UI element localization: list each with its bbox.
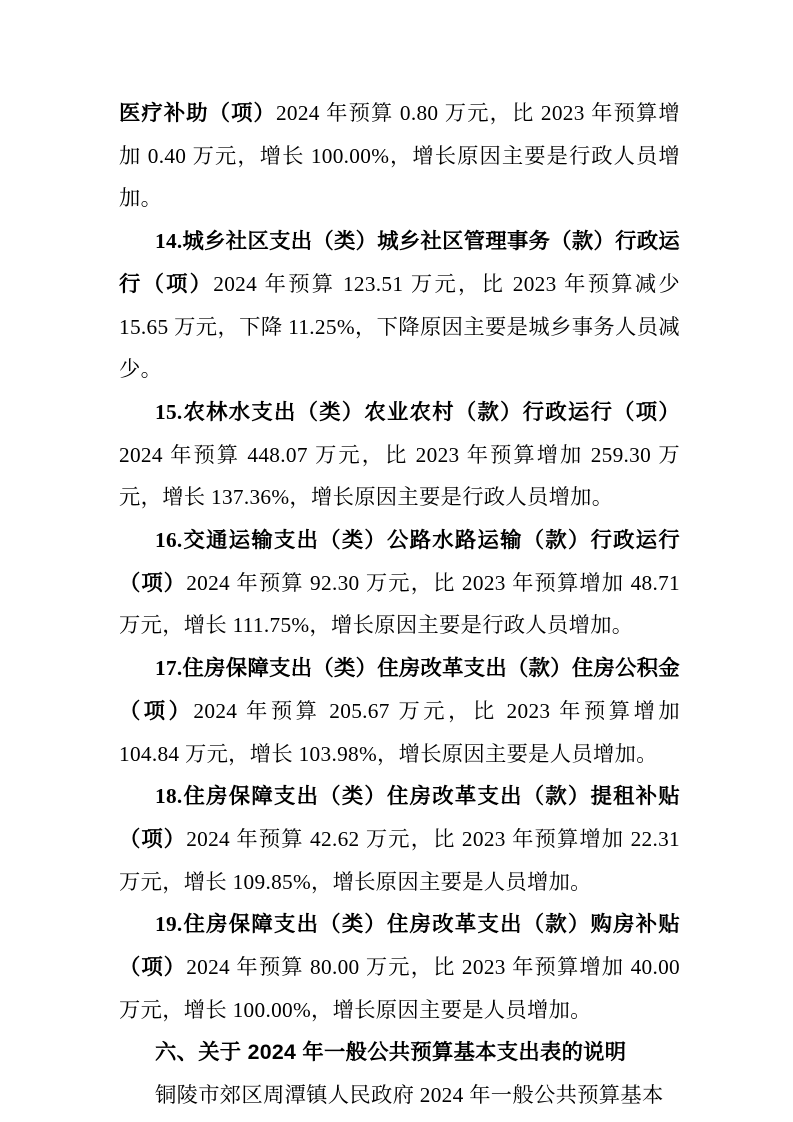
paragraph-16 bbox=[119, 519, 680, 647]
section-heading-6: 六、关于 2024 年一般公共预算基本支出表的说明 bbox=[155, 1040, 627, 1065]
paragraph-19-body: 2024 年预算 80.00 万元，比 2023 年预算增加 40.00 万元，增长 100.00%，增长原因主要是人员增加。 bbox=[119, 955, 680, 1022]
paragraph-16-lead: 16.交通运输支出（类）公路水路运输（款）行政运行（项） bbox=[119, 528, 680, 595]
paragraph-19-lead: 19.住房保障支出（类）住房改革支出（款）购房补贴（项） bbox=[119, 912, 680, 980]
paragraph-17-lead: 17.住房保障支出（类）住房改革支出（款）住房公积金（项） bbox=[119, 656, 680, 723]
paragraph-14 bbox=[119, 220, 680, 391]
paragraph-13-body: 2024 年预算 0.80 万元，比 2023 年预算增加 0.40 万元，增长 100.00%，增长原因主要是行政人员增加。 bbox=[119, 101, 680, 211]
paragraph-13-continuation bbox=[119, 92, 680, 220]
paragraph-17 bbox=[119, 647, 680, 775]
paragraph-15 bbox=[119, 391, 680, 519]
paragraph-18-lead: 18.住房保障支出（类）住房改革支出（款）提租补贴（项） bbox=[119, 784, 680, 851]
paragraph-13-lead: 医疗补助（项） bbox=[119, 101, 276, 125]
paragraph-14-body: 2024 年预算 123.51 万元，比 2023 年预算减少 15.65 万元，下降 11.25%，下降原因主要是城乡事务人员减少。 bbox=[119, 271, 680, 382]
paragraph-18-body: 2024 年预算 42.62 万元，比 2023 年预算增加 22.31 万元，增长 109.85%，增长原因主要是人员增加。 bbox=[119, 826, 680, 894]
paragraph-closing: 铜陵市郊区周潭镇人民政府 2024 年一般公共预算基本 bbox=[155, 1083, 664, 1108]
paragraph-19 bbox=[119, 903, 680, 1031]
paragraph-17-body: 2024 年预算 205.67 万元，比 2023 年预算增加 104.84 万元，增长 103.98%，增长原因主要是人员增加。 bbox=[119, 698, 680, 766]
paragraph-15-lead: 15.农林水支出（类）农业农村（款）行政运行（项） bbox=[155, 399, 680, 424]
paragraph-15-body: 2024 年预算 448.07 万元，比 2023 年预算增加 259.30 万元，增长 137.36%，增长原因主要是行政人员增加。 bbox=[119, 442, 680, 510]
paragraph-18 bbox=[119, 775, 680, 903]
paragraph-14-lead: 14.城乡社区支出（类）城乡社区管理事务（款）行政运行（项） bbox=[119, 229, 680, 296]
paragraph-16-body: 2024 年预算 92.30 万元，比 2023 年预算增加 48.71 万元，增长 111.75%，增长原因主要是行政人员增加。 bbox=[119, 570, 680, 638]
